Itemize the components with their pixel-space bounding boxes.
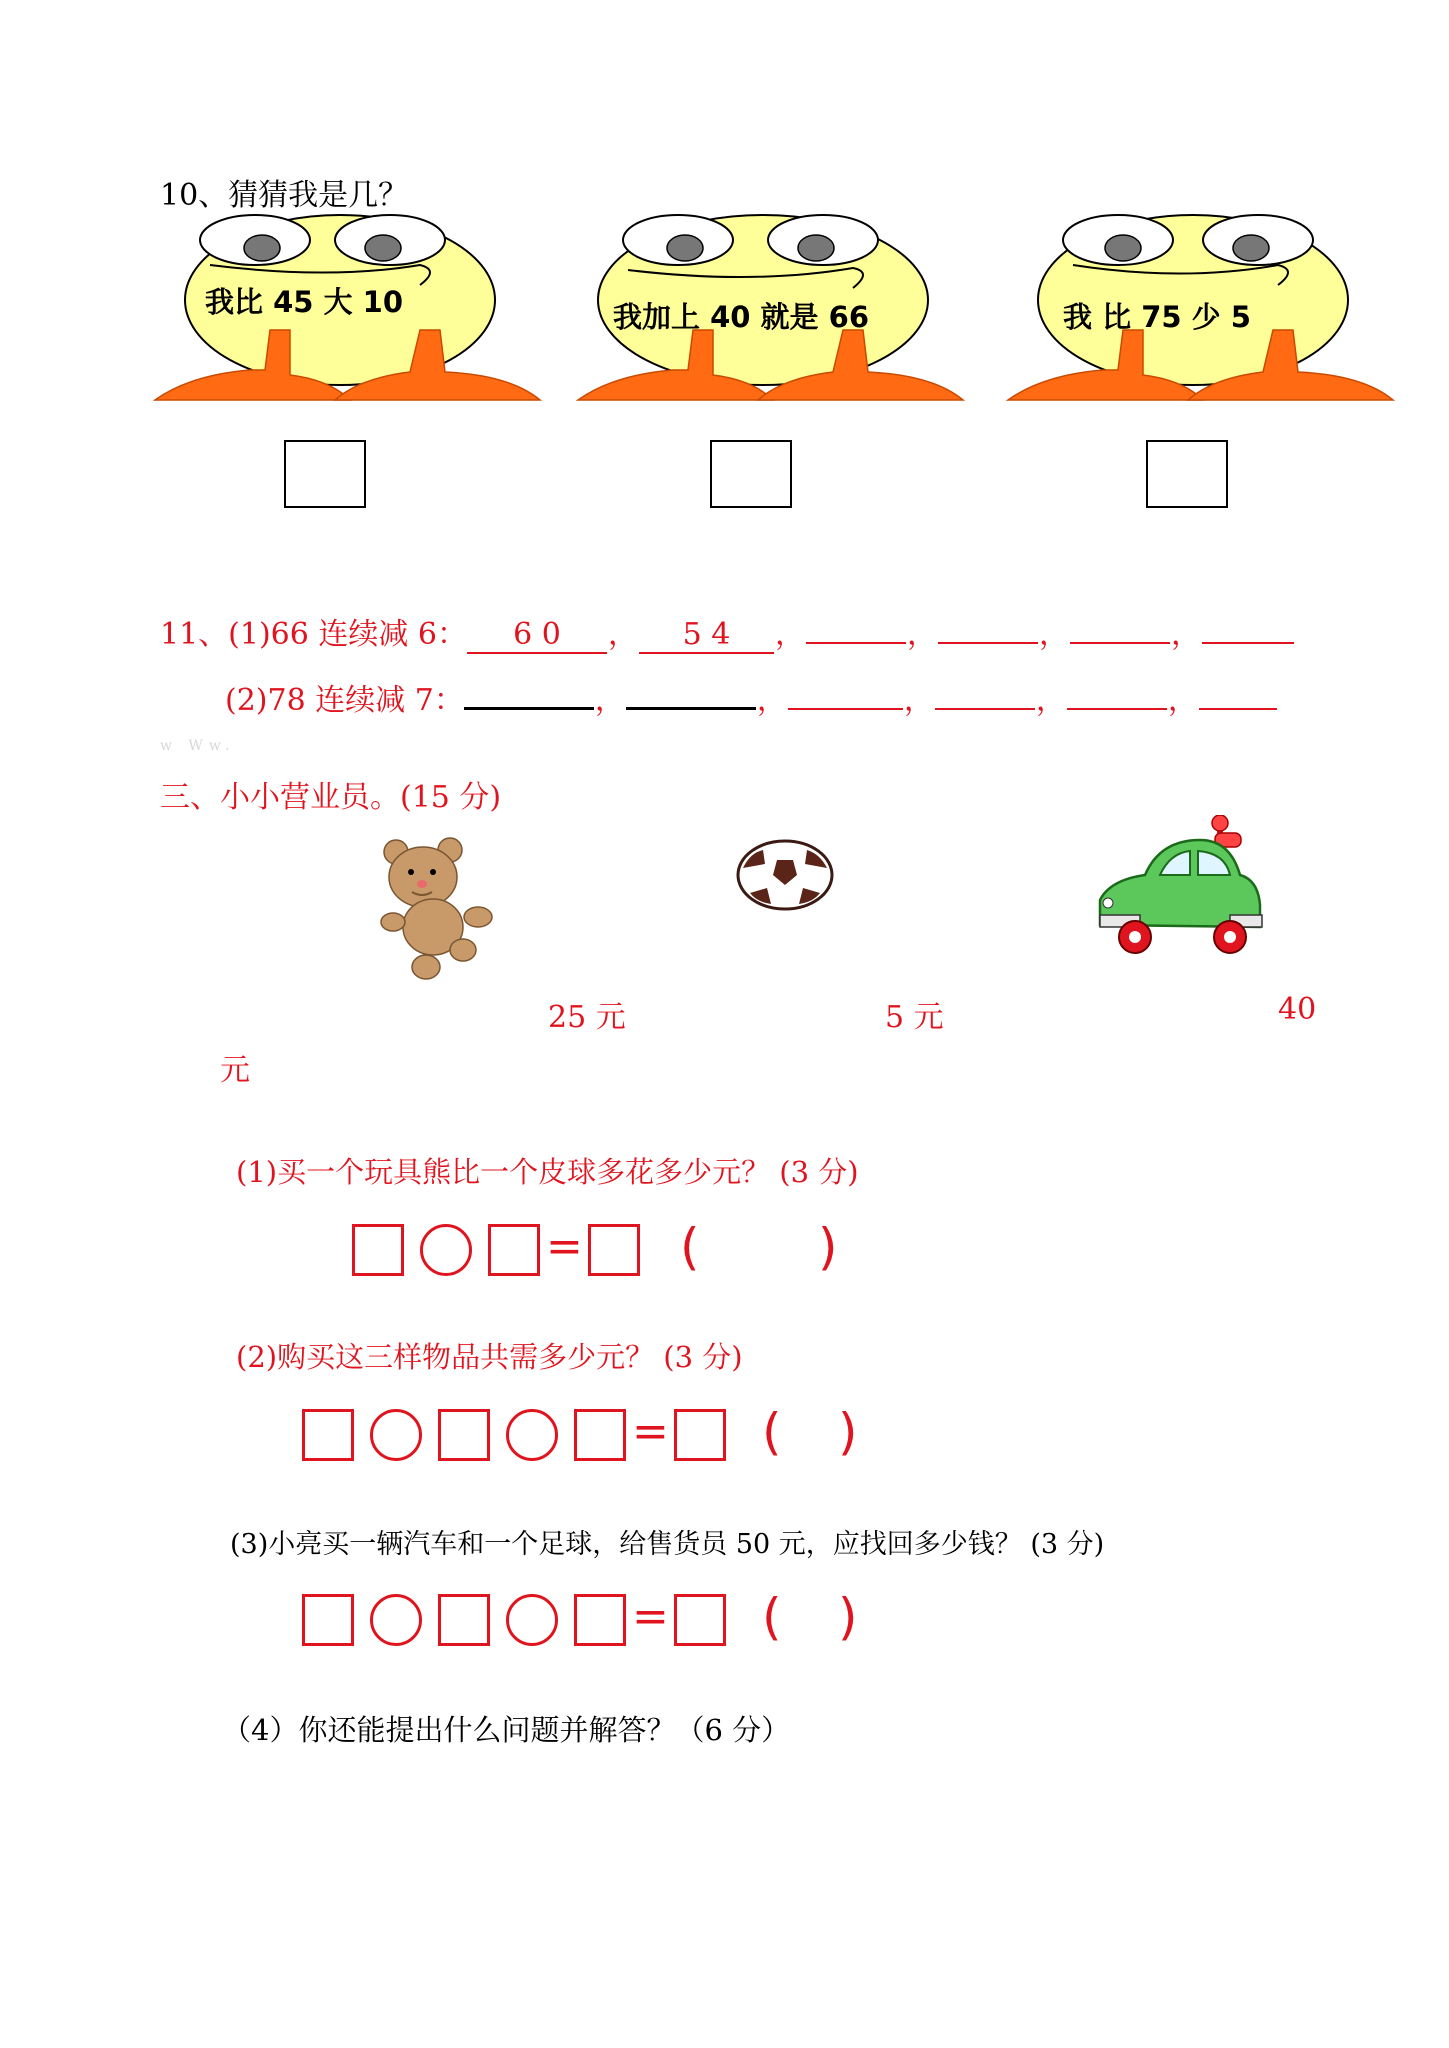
price-soccer-ball: 5 元 (885, 1000, 944, 1035)
separator: ， (775, 617, 806, 652)
formula-square[interactable] (574, 1409, 626, 1461)
frog-2-clue: 我加上 40 就是 66 (613, 300, 870, 334)
separator: ， (756, 683, 787, 718)
formula-paren-open: ( (762, 1588, 782, 1646)
separator: ， (1167, 683, 1198, 718)
toy-car-icon (1090, 815, 1270, 965)
question-3-3: (3)小亮买一辆汽车和一个足球，给售货员 50 元，应找回多少钱？ (3 分) (230, 1529, 1105, 1560)
q11-row2-blank-3[interactable] (788, 674, 903, 710)
formula-circle[interactable] (506, 1594, 558, 1646)
q11-row2-blank-1[interactable] (464, 673, 594, 710)
formula-2 (302, 1403, 882, 1467)
q11-row1-blank-4[interactable] (938, 608, 1038, 644)
formula-square[interactable] (674, 1409, 726, 1461)
separator: ， (903, 683, 934, 718)
formula-circle[interactable] (506, 1409, 558, 1461)
formula-square[interactable] (302, 1409, 354, 1461)
formula-paren-close: ) (838, 1588, 858, 1646)
formula-paren-open: ( (762, 1403, 782, 1461)
question-11-row-1 (160, 608, 1294, 654)
teddy-bear-icon (378, 832, 498, 982)
formula-circle[interactable] (370, 1409, 422, 1461)
question-3-2: (2)购买这三样物品共需多少元？ (3 分) (236, 1340, 743, 1374)
separator: ， (1035, 683, 1066, 718)
q11-row1-label: 11、(1)66 连续减 6： (160, 617, 468, 652)
price-toy-car-number: 40 (1278, 992, 1317, 1027)
q11-row2-blank-5[interactable] (1067, 674, 1167, 710)
formula-square[interactable] (352, 1224, 404, 1276)
frog-card-2 (573, 210, 973, 450)
question-11-row-2 (225, 673, 1277, 719)
formula-equals: = (632, 1406, 669, 1457)
question-10-title: 10、猜猜我是几？ (160, 178, 409, 213)
formula-square[interactable] (488, 1224, 540, 1276)
formula-paren-close: ) (838, 1403, 858, 1461)
q11-row1-blank-6[interactable] (1202, 608, 1294, 644)
formula-circle[interactable] (370, 1594, 422, 1646)
q11-row2-blank-6[interactable] (1199, 674, 1277, 710)
watermark: w Ww. (160, 738, 236, 754)
formula-square[interactable] (674, 1594, 726, 1646)
answer-box-2[interactable] (710, 440, 792, 508)
separator: ， (1039, 617, 1070, 652)
answer-box-3[interactable] (1146, 440, 1228, 508)
q11-row2-blank-4[interactable] (935, 674, 1035, 710)
price-toy-car-unit: 元 (220, 1053, 250, 1088)
soccer-ball-icon (735, 838, 835, 913)
question-3-4: （4）你还能提出什么问题并解答？（6 分） (222, 1713, 791, 1747)
formula-circle[interactable] (420, 1224, 472, 1276)
formula-3 (302, 1588, 882, 1652)
formula-equals: = (546, 1221, 583, 1272)
q11-row2-label: (2)78 连续减 7： (225, 683, 464, 718)
separator: ， (1171, 617, 1202, 652)
section-3-title: 三、小小营业员。(15 分) (160, 780, 502, 815)
price-teddy-bear: 25 元 (548, 1000, 626, 1035)
separator: ， (594, 683, 625, 718)
formula-1 (352, 1218, 872, 1282)
frog-card-3 (1003, 210, 1403, 450)
frog-1-clue: 我比 45 大 10 (205, 285, 404, 319)
answer-box-1[interactable] (284, 440, 366, 508)
q11-row1-blank-5[interactable] (1070, 608, 1170, 644)
formula-square[interactable] (438, 1409, 490, 1461)
formula-square[interactable] (574, 1594, 626, 1646)
formula-paren-close: ) (818, 1218, 838, 1276)
question-3-1: (1)买一个玩具熊比一个皮球多花多少元？ (3 分) (236, 1155, 859, 1189)
formula-square[interactable] (588, 1224, 640, 1276)
frog-3-clue: 我 比 75 少 5 (1063, 300, 1251, 334)
q11-row2-blank-2[interactable] (626, 673, 756, 710)
formula-square[interactable] (302, 1594, 354, 1646)
q11-row1-blank-2[interactable]: 5 4 (639, 618, 774, 654)
q11-row1-blank-3[interactable] (806, 608, 906, 644)
q11-row1-blank-1[interactable]: 6 0 (467, 618, 607, 654)
separator: ， (907, 617, 938, 652)
separator: ， (608, 617, 639, 652)
frog-card-1 (150, 210, 550, 450)
formula-square[interactable] (438, 1594, 490, 1646)
formula-equals: = (632, 1591, 669, 1642)
formula-paren-open: ( (680, 1218, 700, 1276)
